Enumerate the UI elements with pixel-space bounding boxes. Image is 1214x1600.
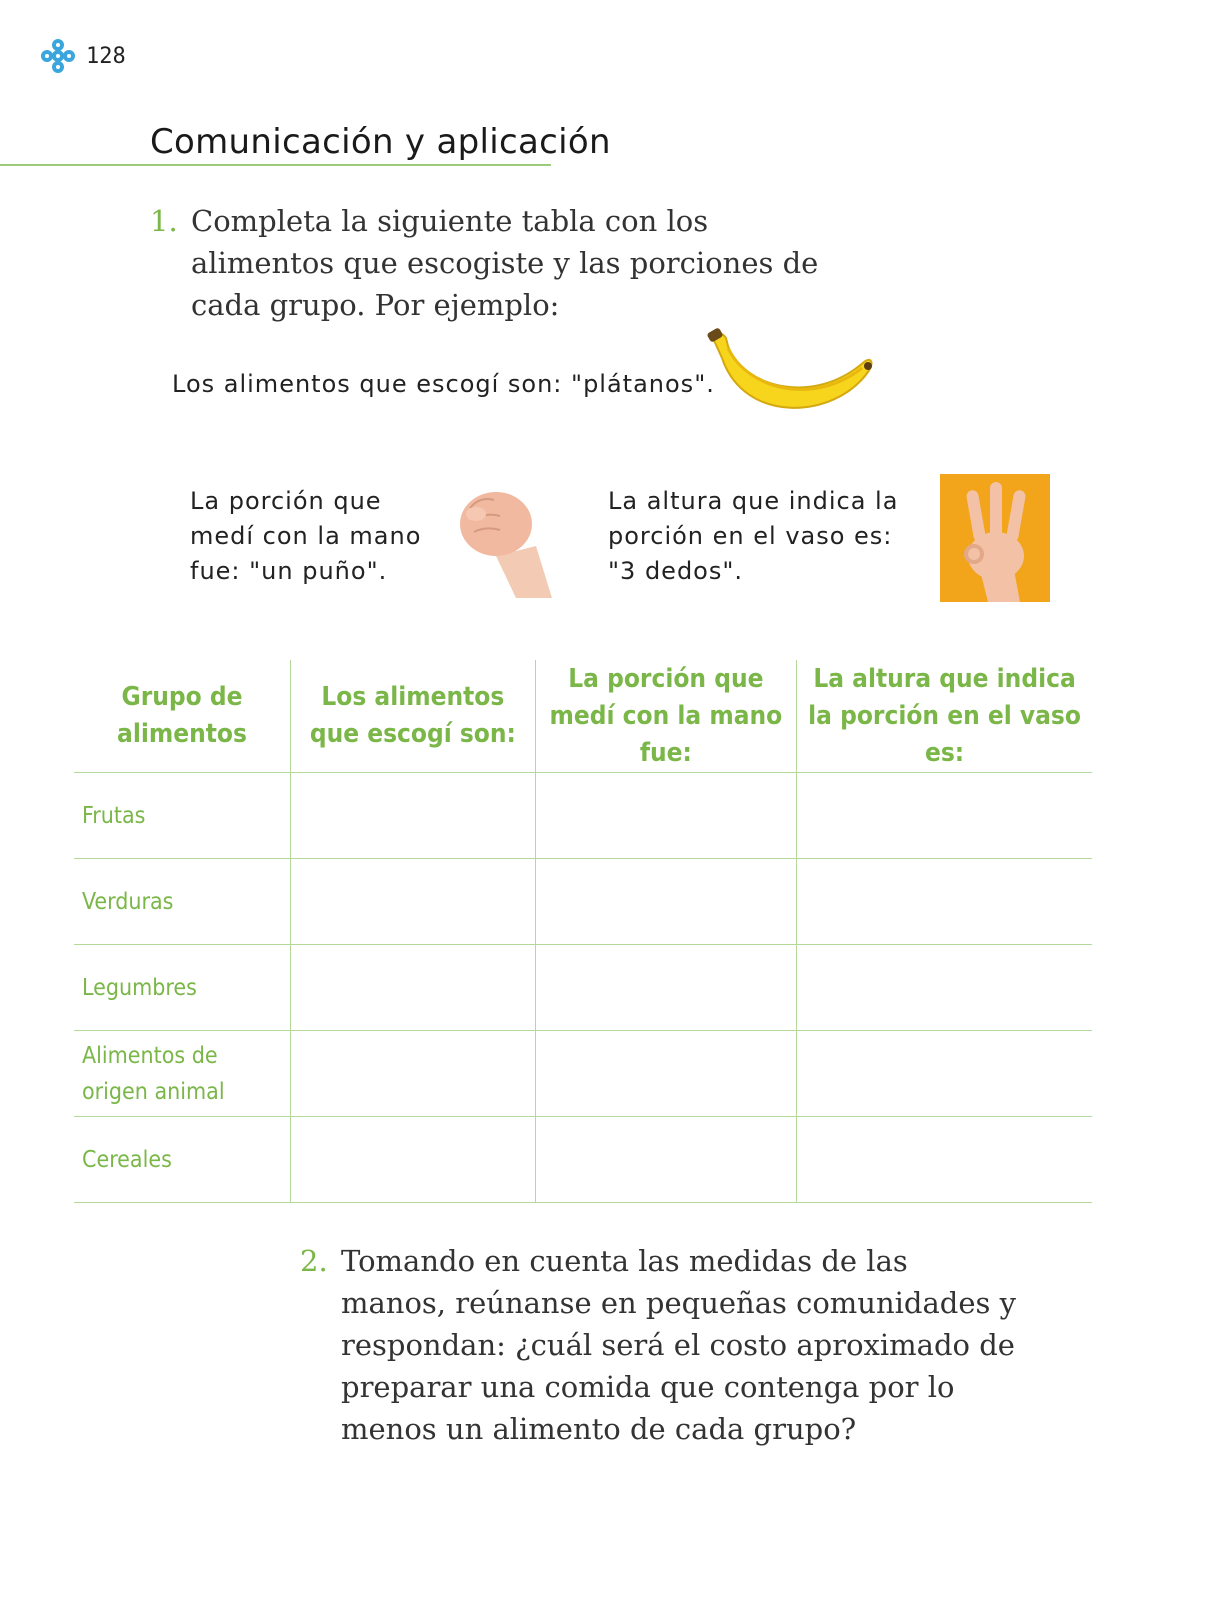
answer-cell[interactable]: [291, 859, 536, 945]
answer-cell[interactable]: [797, 945, 1092, 1031]
exercise-number: 2.: [300, 1244, 328, 1278]
page-number: 128: [86, 43, 126, 69]
example-glass-note: La altura que indica la porción en el vaso es: "3 dedos".: [608, 487, 899, 585]
column-header: Los alimentos que escogí son:: [291, 660, 536, 773]
exercise-2: [300, 1240, 1020, 1450]
answer-cell[interactable]: [797, 859, 1092, 945]
column-header: Grupo de alimentos: [74, 660, 291, 773]
exercise-number: 1.: [150, 204, 178, 238]
row-label: Alimentos de origen animal: [74, 1031, 291, 1117]
answer-cell[interactable]: [535, 945, 796, 1031]
answer-cell[interactable]: [291, 1117, 536, 1203]
row-label: Frutas: [74, 773, 291, 859]
table-row: [74, 773, 1092, 859]
answer-cell[interactable]: [797, 773, 1092, 859]
row-label: Legumbres: [74, 945, 291, 1031]
page-header: [40, 38, 126, 74]
portion-table: [74, 660, 1092, 1203]
section-divider: [0, 164, 551, 166]
row-label: Verduras: [74, 859, 291, 945]
table-row: [74, 945, 1092, 1031]
answer-cell[interactable]: [797, 1031, 1092, 1117]
answer-cell[interactable]: [535, 1117, 796, 1203]
table-row: [74, 1117, 1092, 1203]
column-header: La porción que medí con la mano fue:: [535, 660, 796, 773]
answer-cell[interactable]: [797, 1117, 1092, 1203]
three-fingers-image: [940, 474, 1050, 602]
example-food-note: Los alimentos que escogí son: "plátanos".: [172, 370, 715, 398]
column-header: La altura que indica la porción en el vaso es:: [797, 660, 1092, 773]
row-label: Cereales: [74, 1117, 291, 1203]
table-row: [74, 859, 1092, 945]
banana-image: [704, 328, 874, 420]
exercise-text: Tomando en cuenta las medidas de las manos, reúnanse en pequeñas comunidades y respondan: ¿cuál será el costo aproximado de preparar una comida que contenga por lo menos un alimento de cada grupo?: [341, 1244, 1017, 1446]
fist-image: [456, 486, 556, 598]
answer-cell[interactable]: [291, 773, 536, 859]
answer-cell[interactable]: [535, 859, 796, 945]
answer-cell[interactable]: [291, 945, 536, 1031]
section-title: Comunicación y aplicación: [150, 122, 611, 162]
exercise-text: Completa la siguiente tabla con los alimentos que escogiste y las porciones de cada grupo. Por ejemplo:: [191, 204, 819, 322]
flower-logo-icon: [40, 38, 76, 74]
exercise-1: [150, 200, 830, 326]
table-header-row: [74, 660, 1092, 773]
table-row: [74, 1031, 1092, 1117]
answer-cell[interactable]: [291, 1031, 536, 1117]
answer-cell[interactable]: [535, 1031, 796, 1117]
answer-cell[interactable]: [535, 773, 796, 859]
example-hand-note: La porción que medí con la mano fue: "un puño".: [190, 487, 422, 585]
